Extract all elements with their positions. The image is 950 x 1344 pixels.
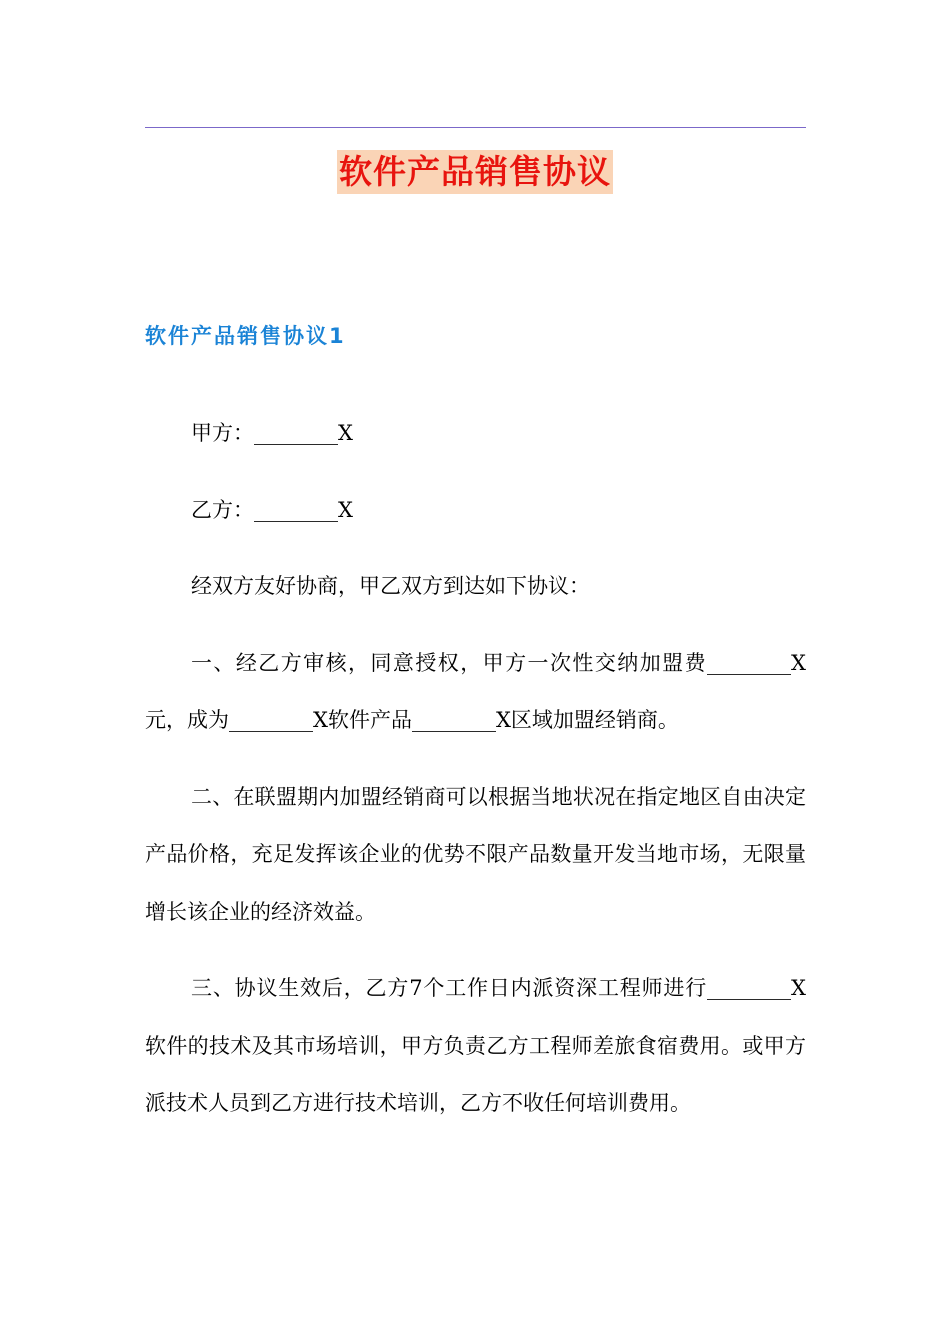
clause-two: 二、在联盟期内加盟经销商可以根据当地状况在指定地区自由决定产品价格，充足发挥该企业的优势不限产品数量开发当地市场，无限量增长该企业的经济效益。: [145, 784, 806, 924]
title-block: [0, 150, 950, 194]
document-body: [145, 405, 806, 1152]
header-rule: [145, 127, 806, 128]
document-title: 软件产品销售协议: [337, 150, 613, 194]
section-heading: 软件产品销售协议1: [145, 324, 346, 348]
party-a-line: 甲方：________X: [191, 421, 353, 445]
agreement-intro: 经双方友好协商，甲乙双方到达如下协议：: [191, 574, 590, 598]
clause-one: 一、经乙方审核，同意授权，甲方一次性交纳加盟费________X元，成为________X软件产品________X区域加盟经销商。: [145, 650, 806, 732]
party-b-line: 乙方：________X: [191, 497, 353, 522]
clause-three: 三、协议生效后，乙方7个工作日内派资深工程师进行________X软件的技术及其市场培训，甲方负责乙方工程师差旅食宿费用。或甲方派技术人员到乙方进行技术培训，乙方不收任何培训费用。: [145, 976, 806, 1115]
